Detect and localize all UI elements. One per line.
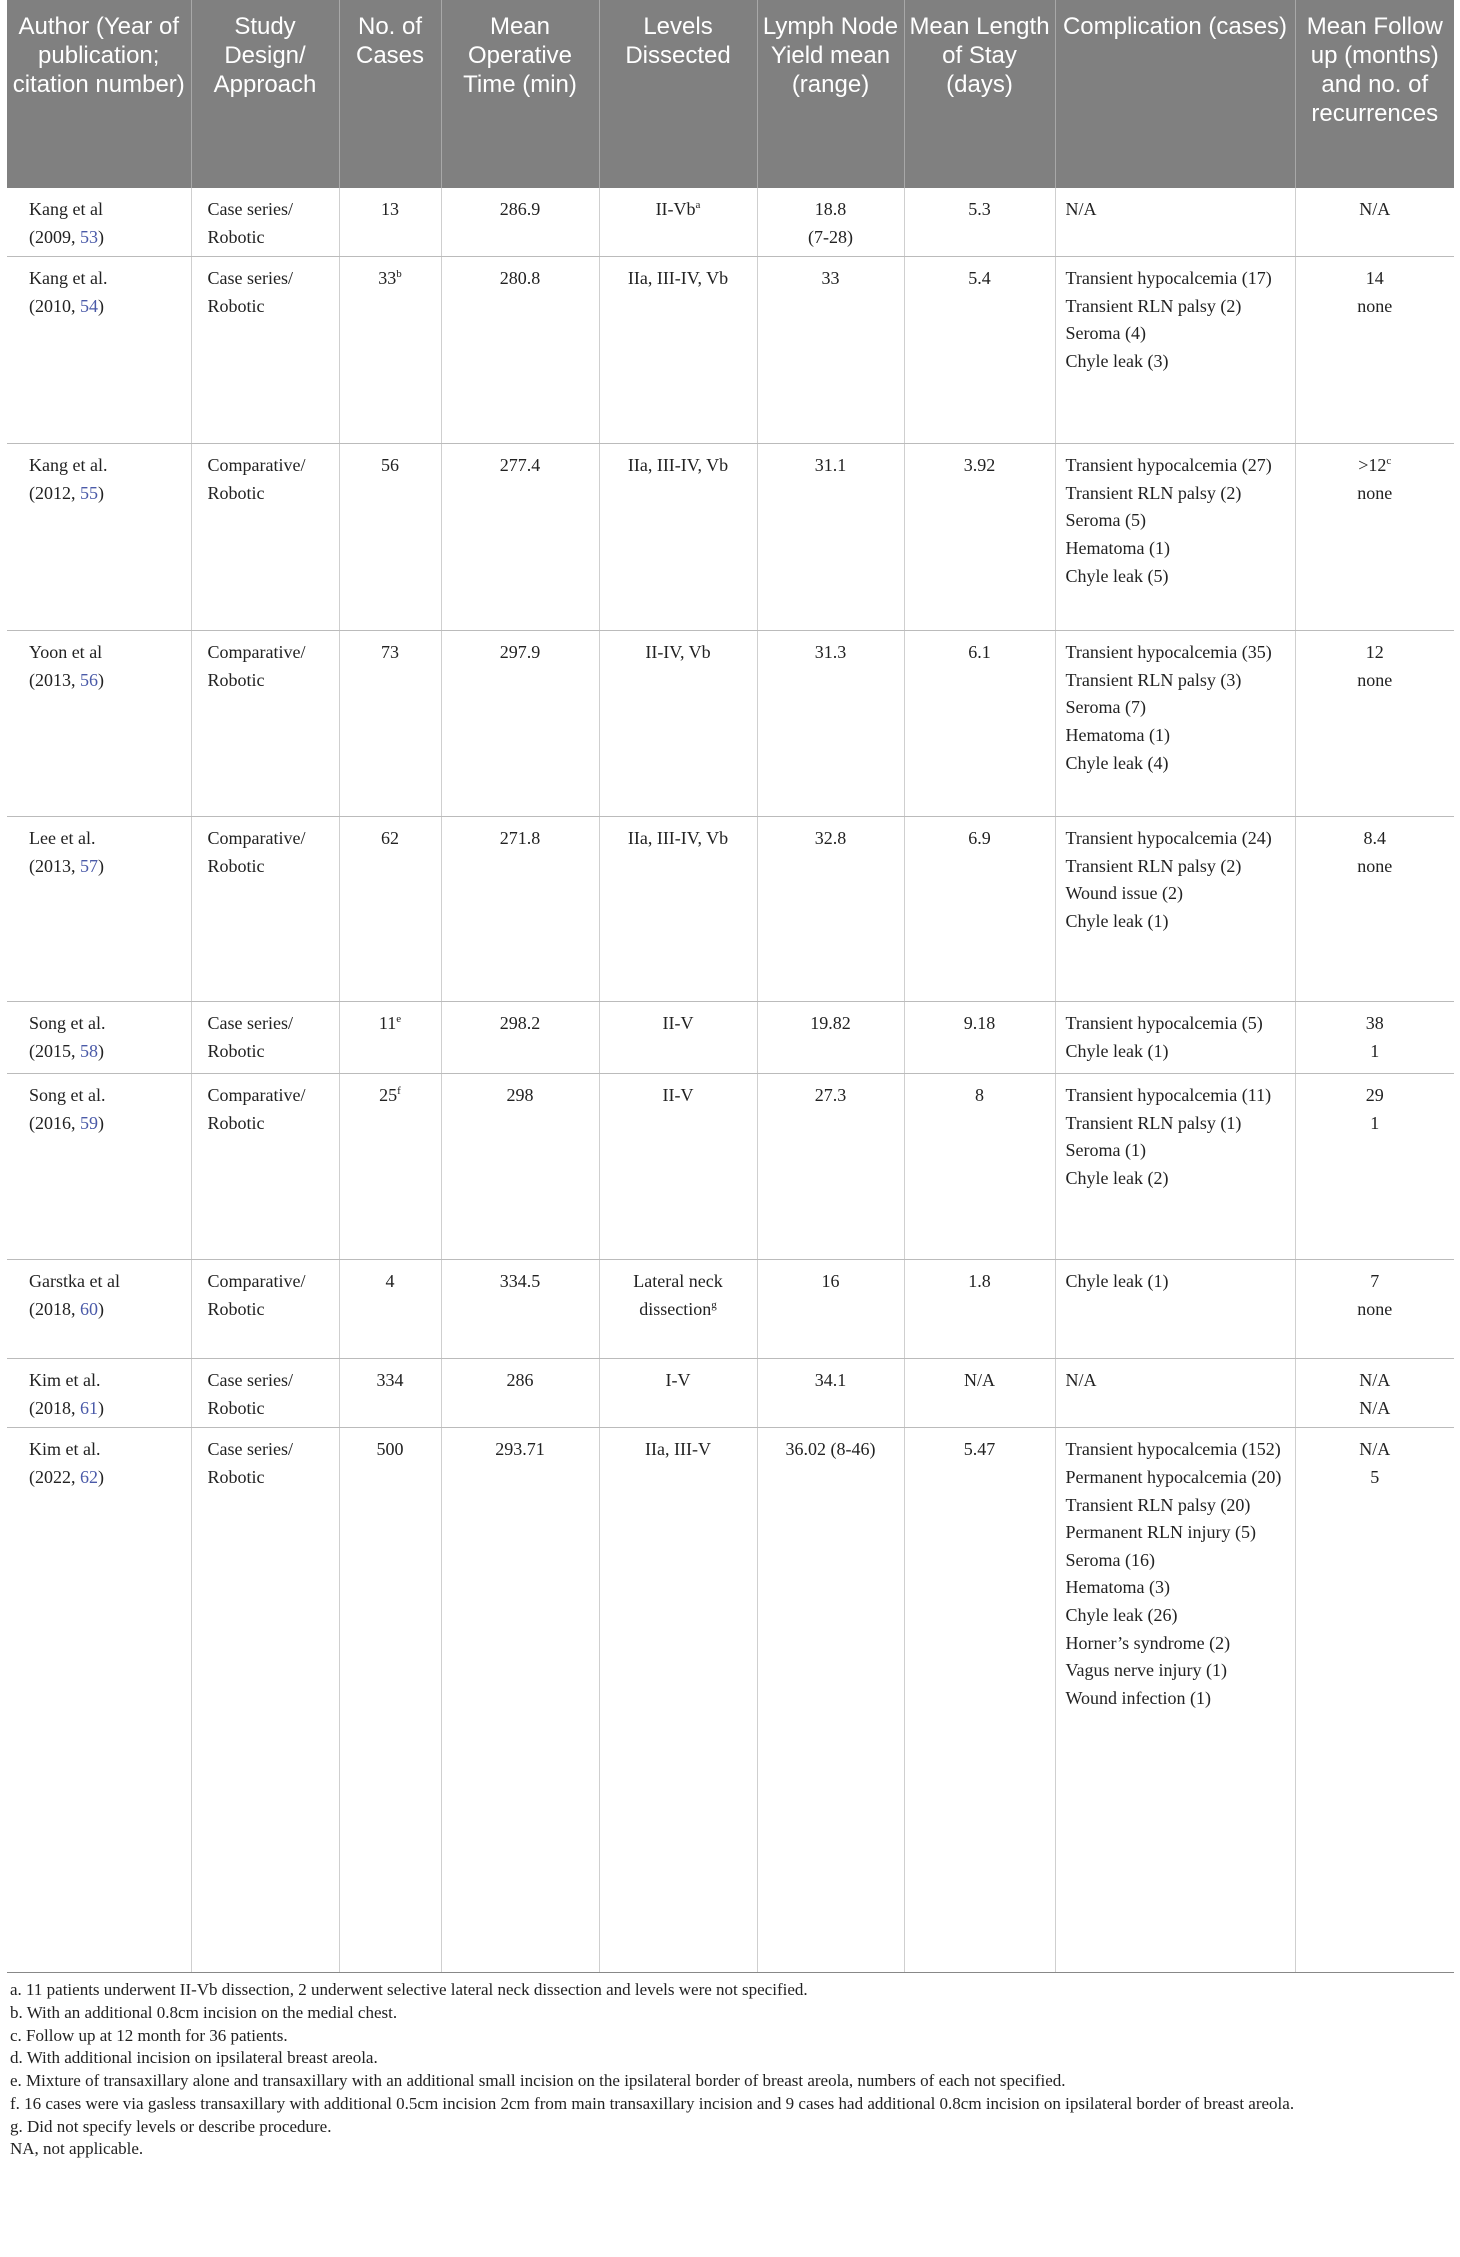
- complication-item: Transient RLN palsy (20): [1065, 1494, 1251, 1515]
- levels-value: II-IV, Vb: [645, 642, 711, 663]
- design-line: Robotic: [207, 482, 265, 503]
- complication-item: Seroma (7): [1065, 697, 1146, 718]
- length-of-stay-value: 1.8: [968, 1271, 991, 1292]
- cell-cases: [339, 188, 441, 257]
- cell-length-of-stay: [904, 631, 1055, 817]
- operative-time-value: 271.8: [499, 828, 541, 849]
- cell-operative-time: [441, 257, 599, 444]
- complication-item: Transient RLN palsy (2): [1065, 295, 1242, 316]
- cell-operative-time: [441, 631, 599, 817]
- cases-value: 25: [379, 1085, 398, 1106]
- cell-levels: [599, 1260, 757, 1359]
- complication-item: Hematoma (3): [1065, 1577, 1170, 1598]
- cell-lymph-yield: [757, 1074, 904, 1260]
- complication-item: Transient hypocalcemia (5): [1065, 1013, 1263, 1034]
- cell-cases: [339, 1074, 441, 1260]
- complication-item: Chyle leak (26): [1065, 1604, 1178, 1625]
- complication-item: Chyle leak (3): [1065, 350, 1169, 371]
- cell-complication: [1055, 631, 1295, 817]
- cell-complication: [1055, 188, 1295, 257]
- operative-time-value: 286: [506, 1370, 534, 1391]
- publication-year: 2010: [35, 295, 71, 316]
- follow-up-value: 5: [1370, 1466, 1380, 1487]
- operative-time-value: 334.5: [499, 1271, 541, 1292]
- follow-up-value: N/A: [1359, 1439, 1391, 1460]
- cell-operative-time: [441, 188, 599, 257]
- header-length-of-stay: Mean Length of Stay (days): [904, 0, 1055, 188]
- cell-complication: [1055, 444, 1295, 631]
- cell-levels: [599, 817, 757, 1002]
- follow-up-value: 14: [1365, 268, 1384, 289]
- design-line: Case series/: [207, 1370, 293, 1391]
- cell-follow-up: [1295, 1002, 1454, 1074]
- cell-author: [7, 1074, 191, 1260]
- footnote: f. 16 cases were via gasless transaxillary with additional 0.5cm incision 2cm from main transaxillary incision and 9 cases had additional 0.8cm incision on ipsilateral border of breast areola.: [10, 2093, 1295, 2113]
- header-row: [7, 0, 1454, 188]
- complication-item: Horner’s syndrome (2): [1065, 1632, 1231, 1653]
- cell-cases: [339, 1260, 441, 1359]
- operative-time-value: 298: [506, 1085, 534, 1106]
- author-name: Yoon et al: [29, 642, 103, 663]
- footnote: d. With additional incision on ipsilateral breast areola.: [10, 2048, 378, 2068]
- design-line: Robotic: [207, 226, 265, 247]
- complication-item: Chyle leak (5): [1065, 565, 1169, 586]
- footnote-marker: e: [396, 1013, 402, 1026]
- cases-value: 56: [381, 455, 399, 476]
- yield-value: 34.1: [814, 1370, 847, 1391]
- yield-value: 27.3: [814, 1085, 847, 1106]
- header-complication: Complication (cases): [1055, 0, 1295, 188]
- cell-complication: [1055, 1002, 1295, 1074]
- cell-author: [7, 1428, 191, 1973]
- levels-value: IIa, III-IV, Vb: [627, 455, 729, 476]
- cell-lymph-yield: [757, 257, 904, 444]
- publication-year: 2018: [35, 1397, 71, 1418]
- publication-year: 2013: [35, 669, 71, 690]
- yield-value: 32.8: [814, 828, 847, 849]
- length-of-stay-value: 5.4: [968, 268, 991, 289]
- author-year-cite: (2013, 57): [29, 855, 104, 876]
- footnote-marker: c: [1386, 455, 1392, 468]
- footnote: b. With an additional 0.8cm incision on the medial chest.: [10, 2003, 398, 2023]
- table-row: [7, 1428, 1454, 1973]
- cell-operative-time: [441, 1428, 599, 1973]
- follow-up-value: 12: [1365, 642, 1384, 663]
- author-name: Song et al.: [29, 1085, 106, 1106]
- author-name: Kang et al: [29, 199, 103, 219]
- design-line: Comparative/: [207, 455, 306, 476]
- publication-year: 2009: [35, 226, 71, 247]
- cell-author: [7, 817, 191, 1002]
- design-line: Comparative/: [207, 828, 306, 849]
- design-line: Case series/: [207, 1013, 293, 1034]
- footnote: e. Mixture of transaxillary alone and transaxillary with an additional small incision on the ipsilateral border of breast areola, numbers of each not specified.: [10, 2071, 1066, 2091]
- publication-year: 2012: [35, 482, 71, 503]
- complication-item: Vagus nerve injury (1): [1065, 1660, 1227, 1681]
- cases-value: 33: [378, 268, 397, 289]
- cell-lymph-yield: [757, 188, 904, 257]
- footnote: NA, not applicable.: [10, 2139, 144, 2159]
- author-year-cite: (2018, 60): [29, 1298, 104, 1319]
- table-row: [7, 1359, 1454, 1428]
- cell-study-design: [191, 1002, 339, 1074]
- follow-up-value: 38: [1365, 1013, 1384, 1034]
- cell-complication: [1055, 1074, 1295, 1260]
- header-operative-time: Mean Operative Time (min): [441, 0, 599, 188]
- cell-length-of-stay: [904, 1428, 1055, 1973]
- levels-value: IIa, III-V: [645, 1439, 711, 1460]
- citation-number: 56: [80, 669, 98, 690]
- cell-study-design: [191, 1359, 339, 1428]
- design-line: Comparative/: [207, 1271, 306, 1292]
- complication-item: Transient hypocalcemia (27): [1065, 455, 1272, 476]
- author-year-cite: (2013, 56): [29, 669, 104, 690]
- complication-item: Seroma (4): [1065, 323, 1146, 344]
- header-study-design: Study Design/ Approach: [191, 0, 339, 188]
- author-year-cite: (2016, 59): [29, 1112, 104, 1133]
- cell-length-of-stay: [904, 817, 1055, 1002]
- complication-item: Seroma (5): [1065, 510, 1146, 531]
- table-row: [7, 1002, 1454, 1074]
- footnote-marker: a: [695, 199, 701, 211]
- cell-complication: [1055, 817, 1295, 1002]
- complication-item: Transient hypocalcemia (24): [1065, 828, 1272, 849]
- table-row: [7, 444, 1454, 631]
- complication-item: Seroma (1): [1065, 1140, 1146, 1161]
- cell-levels: [599, 1359, 757, 1428]
- cell-follow-up: [1295, 188, 1454, 257]
- complication-item: Chyle leak (1): [1065, 1040, 1169, 1061]
- design-line: Robotic: [207, 1040, 265, 1061]
- cell-cases: [339, 257, 441, 444]
- follow-up-value: 7: [1370, 1271, 1380, 1292]
- cell-author: [7, 188, 191, 257]
- complication-item: Transient hypocalcemia (35): [1065, 642, 1272, 663]
- author-name: Lee et al.: [29, 828, 96, 849]
- cell-complication: [1055, 1359, 1295, 1428]
- cell-operative-time: [441, 1002, 599, 1074]
- cases-value: 334: [376, 1370, 404, 1391]
- cases-value: 13: [381, 199, 399, 219]
- cell-cases: [339, 817, 441, 1002]
- design-line: Robotic: [207, 1397, 265, 1418]
- complication-item: Hematoma (1): [1065, 724, 1170, 745]
- follow-up-value: 1: [1370, 1112, 1380, 1133]
- author-year-cite: (2012, 55): [29, 482, 104, 503]
- design-line: Robotic: [207, 669, 265, 690]
- footnote: g. Did not specify levels or describe procedure.: [10, 2116, 332, 2136]
- cell-operative-time: [441, 444, 599, 631]
- cell-follow-up: [1295, 1074, 1454, 1260]
- cell-lymph-yield: [757, 1359, 904, 1428]
- cell-complication: [1055, 1428, 1295, 1973]
- design-line: Robotic: [207, 1112, 265, 1133]
- cell-follow-up: [1295, 631, 1454, 817]
- operative-time-value: 280.8: [499, 268, 541, 289]
- design-line: Case series/: [207, 199, 293, 219]
- author-year-cite: (2010, 54): [29, 295, 104, 316]
- cell-follow-up: [1295, 1359, 1454, 1428]
- complication-item: Wound issue (2): [1065, 883, 1184, 904]
- design-line: Robotic: [207, 1466, 265, 1487]
- levels-value: II-Vb: [655, 199, 696, 219]
- citation-number: 53: [80, 226, 98, 247]
- cell-study-design: [191, 817, 339, 1002]
- length-of-stay-value: 6.9: [968, 828, 991, 849]
- cases-value: 62: [381, 828, 399, 849]
- follow-up-value: none: [1357, 482, 1393, 503]
- cell-author: [7, 631, 191, 817]
- cell-length-of-stay: [904, 1002, 1055, 1074]
- length-of-stay-value: 5.3: [968, 199, 991, 219]
- table-row: [7, 188, 1454, 257]
- table-row: [7, 1260, 1454, 1359]
- yield-value: 33: [821, 268, 840, 289]
- cell-author: [7, 257, 191, 444]
- table-row: [7, 257, 1454, 444]
- cell-cases: [339, 631, 441, 817]
- footnote: a. 11 patients underwent II-Vb dissection, 2 underwent selective lateral neck dissection and levels were not specified.: [10, 1980, 808, 2000]
- follow-up-value: $>12^c$: [1358, 455, 1392, 476]
- footnotes: [7, 1973, 1454, 2161]
- cell-levels: [599, 631, 757, 817]
- cell-study-design: [191, 444, 339, 631]
- author-name: Garstka et al: [29, 1271, 120, 1292]
- complication-item: Transient RLN palsy (2): [1065, 482, 1242, 503]
- design-line: Comparative/: [207, 642, 306, 663]
- yield-value: 31.3: [814, 642, 847, 663]
- length-of-stay-value: 5.47: [963, 1439, 996, 1460]
- author-name: Kang et al.: [29, 455, 108, 476]
- cell-follow-up: [1295, 1428, 1454, 1973]
- cell-author: [7, 1359, 191, 1428]
- cell-follow-up: [1295, 817, 1454, 1002]
- complication-item: Transient hypocalcemia (17): [1065, 268, 1272, 289]
- header-levels: Levels Dissected: [599, 0, 757, 188]
- author-name: Song et al.: [29, 1013, 106, 1034]
- levels-value: I-V: [665, 1370, 691, 1391]
- cases-value: 11: [378, 1013, 397, 1034]
- operative-time-value: 293.71: [495, 1439, 545, 1460]
- complication-item: Seroma (16): [1065, 1549, 1155, 1570]
- length-of-stay-value: 3.92: [963, 455, 996, 476]
- complication-item: Transient RLN palsy (1): [1065, 1112, 1242, 1133]
- header-lymph-yield: Lymph Node Yield mean (range): [757, 0, 904, 188]
- citation-number: 61: [80, 1397, 98, 1418]
- follow-up-value: N/A: [1359, 1397, 1391, 1418]
- cell-lymph-yield: [757, 631, 904, 817]
- complication-item: Chyle leak (2): [1065, 1167, 1169, 1188]
- follow-up-value: none: [1357, 295, 1393, 316]
- citation-number: 60: [80, 1298, 98, 1319]
- cell-cases: [339, 1002, 441, 1074]
- levels-value: Lateral neck dissection: [633, 1271, 723, 1319]
- complication-item: Transient RLN palsy (2): [1065, 855, 1242, 876]
- cell-study-design: [191, 1428, 339, 1973]
- cell-levels: [599, 1074, 757, 1260]
- author-name: Kim et al.: [29, 1439, 101, 1460]
- cell-author: [7, 1002, 191, 1074]
- operative-time-value: 298.2: [499, 1013, 541, 1034]
- cell-lymph-yield: [757, 444, 904, 631]
- cell-length-of-stay: [904, 1074, 1055, 1260]
- cell-levels: [599, 1428, 757, 1973]
- publication-year: 2016: [35, 1112, 71, 1133]
- cell-cases: [339, 444, 441, 631]
- cell-complication: [1055, 1260, 1295, 1359]
- cell-length-of-stay: [904, 1260, 1055, 1359]
- citation-number: 59: [80, 1112, 98, 1133]
- cell-lymph-yield: [757, 1428, 904, 1973]
- cell-length-of-stay: [904, 257, 1055, 444]
- citation-number: 57: [80, 855, 98, 876]
- design-line: Robotic: [207, 1298, 265, 1319]
- complication-item: Transient RLN palsy (3): [1065, 669, 1242, 690]
- publication-year: 2013: [35, 855, 71, 876]
- yield-value: (7-28): [808, 226, 853, 247]
- levels-value: II-V: [662, 1013, 694, 1034]
- follow-up-value: none: [1357, 669, 1393, 690]
- citation-number: 55: [80, 482, 98, 503]
- design-line: Robotic: [207, 295, 265, 316]
- complication-item: Hematoma (1): [1065, 537, 1170, 558]
- cell-follow-up: [1295, 1260, 1454, 1359]
- cell-operative-time: [441, 1260, 599, 1359]
- cell-study-design: [191, 631, 339, 817]
- header-cases: No. of Cases: [339, 0, 441, 188]
- cases-value: 4: [385, 1271, 395, 1292]
- table-figure: [7, 0, 1454, 2161]
- design-line: Comparative/: [207, 1085, 306, 1106]
- author-name: Kim et al.: [29, 1370, 101, 1391]
- publication-year: 2018: [35, 1298, 71, 1319]
- cell-author: [7, 1260, 191, 1359]
- cases-value: 73: [381, 642, 399, 663]
- levels-value: IIa, III-IV, Vb: [627, 828, 729, 849]
- cell-lymph-yield: [757, 817, 904, 1002]
- length-of-stay-value: 9.18: [963, 1013, 996, 1034]
- length-of-stay-value: 8: [975, 1085, 984, 1106]
- cell-lymph-yield: [757, 1002, 904, 1074]
- follow-up-value: none: [1357, 855, 1393, 876]
- yield-value: 18.8: [814, 199, 847, 219]
- design-line: Case series/: [207, 1439, 293, 1460]
- yield-value: 19.82: [810, 1013, 851, 1034]
- author-year-cite: (2018, 61): [29, 1397, 104, 1418]
- cell-length-of-stay: [904, 1359, 1055, 1428]
- cell-study-design: [191, 1074, 339, 1260]
- header-author: Author (Year of publication; citation number): [7, 0, 191, 188]
- table-row: [7, 1074, 1454, 1260]
- cell-levels: [599, 444, 757, 631]
- length-of-stay-value: N/A: [964, 1370, 995, 1391]
- complication-item: Chyle leak (1): [1065, 1271, 1169, 1292]
- cell-length-of-stay: [904, 444, 1055, 631]
- cell-lymph-yield: [757, 1260, 904, 1359]
- follow-up-value: 29: [1365, 1085, 1384, 1106]
- cell-length-of-stay: [904, 188, 1055, 257]
- length-of-stay-value: 6.1: [968, 642, 991, 663]
- operative-time-value: 297.9: [499, 642, 541, 663]
- operative-time-value: 286.9: [499, 199, 541, 219]
- complication-item: N/A: [1065, 1370, 1097, 1391]
- yield-value: 36.02 (8-46): [785, 1439, 876, 1460]
- complication-item: Wound infection (1): [1065, 1687, 1212, 1708]
- cell-operative-time: [441, 817, 599, 1002]
- complication-item: N/A: [1065, 199, 1097, 219]
- complication-item: Chyle leak (4): [1065, 752, 1169, 773]
- follow-up-value: 1: [1370, 1040, 1380, 1061]
- cell-complication: [1055, 257, 1295, 444]
- cell-cases: [339, 1359, 441, 1428]
- footnote-marker: f: [397, 1085, 401, 1098]
- complication-item: Permanent RLN injury (5): [1065, 1522, 1256, 1543]
- cell-levels: [599, 188, 757, 257]
- design-line: Case series/: [207, 268, 293, 289]
- author-year-cite: (2009, 53): [29, 226, 104, 247]
- levels-value: II-V: [662, 1085, 694, 1106]
- footnote-marker: g: [711, 1298, 717, 1311]
- complication-item: Permanent hypocalcemia (20): [1065, 1466, 1282, 1487]
- author-name: Kang et al.: [29, 268, 108, 289]
- author-year-cite: (2015, 58): [29, 1040, 104, 1061]
- cell-operative-time: [441, 1359, 599, 1428]
- cell-levels: [599, 257, 757, 444]
- follow-up-value: none: [1357, 1298, 1393, 1319]
- follow-up-value: N/A: [1359, 1370, 1391, 1391]
- cell-author: [7, 444, 191, 631]
- publication-year: 2015: [35, 1040, 71, 1061]
- follow-up-value: 8.4: [1363, 828, 1386, 849]
- footnote-marker: b: [396, 268, 402, 281]
- cases-value: 500: [376, 1439, 404, 1460]
- publication-year: 2022: [35, 1466, 71, 1487]
- cell-study-design: [191, 1260, 339, 1359]
- yield-value: 31.1: [814, 455, 847, 476]
- citation-number: 54: [80, 295, 98, 316]
- operative-time-value: 277.4: [499, 455, 541, 476]
- cell-follow-up: [1295, 257, 1454, 444]
- complication-item: Transient hypocalcemia (11): [1065, 1085, 1272, 1106]
- complication-item: Transient hypocalcemia (152): [1065, 1439, 1281, 1460]
- data-table: [7, 0, 1454, 1973]
- table-row: [7, 817, 1454, 1002]
- yield-value: 16: [821, 1271, 840, 1292]
- cell-study-design: [191, 257, 339, 444]
- cell-follow-up: [1295, 444, 1454, 631]
- design-line: Robotic: [207, 855, 265, 876]
- complication-item: Chyle leak (1): [1065, 910, 1169, 931]
- cell-operative-time: [441, 1074, 599, 1260]
- follow-up-value: N/A: [1359, 199, 1391, 219]
- citation-number: 62: [80, 1466, 98, 1487]
- footnote: c. Follow up at 12 month for 36 patients.: [10, 2025, 288, 2045]
- author-year-cite: (2022, 62): [29, 1466, 104, 1487]
- header-follow-up: Mean Follow up (months) and no. of recurrences: [1295, 0, 1454, 188]
- levels-value: IIa, III-IV, Vb: [627, 268, 729, 289]
- cell-cases: [339, 1428, 441, 1973]
- cell-levels: [599, 1002, 757, 1074]
- cell-study-design: [191, 188, 339, 257]
- citation-number: 58: [80, 1040, 98, 1061]
- table-row: [7, 631, 1454, 817]
